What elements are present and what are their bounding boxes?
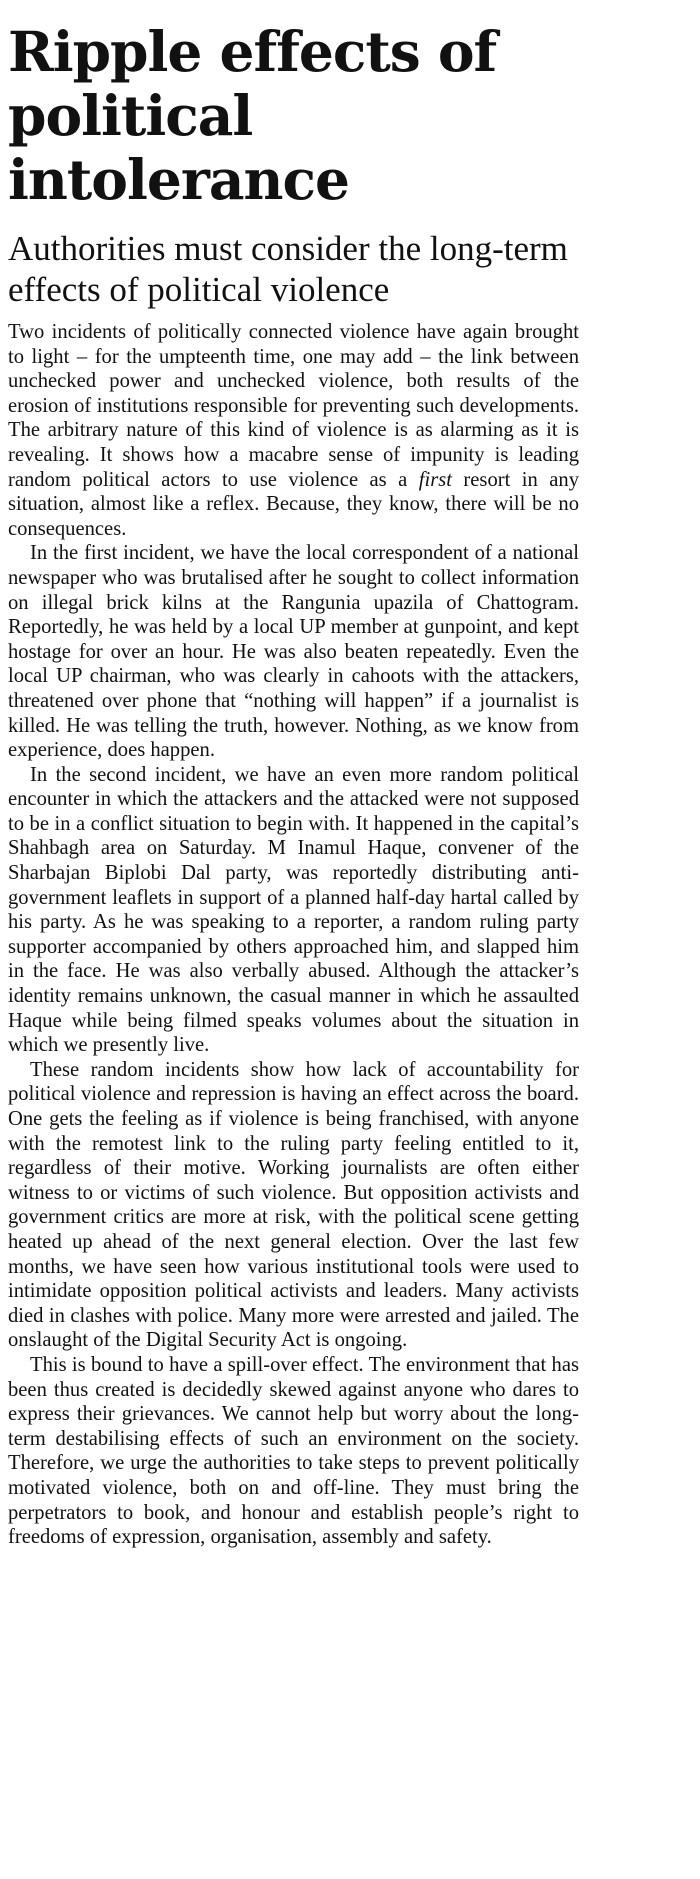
article-body [8, 320, 579, 1550]
paragraph-5: This is bound to have a spill-over effect. The environment that has been thus created is decidedly skewed against anyone who dares to express their grievances. We cannot help but worry about the long-term destabilising effects of such an environment on the society. Therefore, we urge the authorities to take steps to prevent politically motivated violence, both on and off-line. They must bring the perpetrators to book, and honour and establish people’s right to freedoms of expression, organisation, assembly and safety. [8, 1353, 579, 1549]
headline: Ripple effects of political intolerance [8, 19, 497, 212]
paragraph-3: In the second incident, we have an even more random political encounter in which the attackers and the attacked were not supposed to be in a conflict situation to begin with. It happened in the capital’s Shahbagh area on Saturday. M Inamul Haque, convener of the Sharbajan Biplobi Dal party, was reportedly distributing anti-government leaflets in support of a planned half-day hartal called by his party. As he was speaking to a reporter, a random ruling party supporter accompanied by others approached him, and slapped him in the face. He was also verbally abused. Although the attacker’s identity remains unknown, the casual manner in which he assaulted Haque while being filmed speaks volumes about the situation in which we presently live. [8, 763, 579, 1057]
paragraph-2: In the first incident, we have the local correspondent of a national newspaper who was brutalised after he sought to collect information on illegal brick kilns at the Rangunia upazila of Chattogram. Reportedly, he was held by a local UP member at gunpoint, and kept hostage for over an hour. He was also beaten repeatedly. Even the local UP chairman, who was clearly in cahoots with the attackers, threatened over phone that “nothing will happen” if a journalist is killed. He was telling the truth, however. Nothing, as we know from experience, does happen. [8, 542, 579, 762]
editorial-article [8, 20, 579, 1550]
paragraph-1-text-end: resort in any situation, almost like a reflex. Because, they know, there will be no consequences. [8, 468, 579, 540]
subheadline: Authorities must consider the long-term effects of political violence [8, 229, 568, 309]
paragraph-1 [8, 320, 579, 541]
paragraph-1-text-start: Two incidents of politically connected violence have again brought to light – for the umpteenth time, one may add – the link between unchecked power and unchecked violence, both results of the erosion of institutions responsible for preventing such developments. The arbitrary nature of this kind of violence is as alarming as it is revealing. It shows how a macabre sense of impunity is leading random political actors to use violence as a [8, 321, 579, 491]
emphasis-first: first [418, 468, 452, 491]
paragraph-4: These random incidents show how lack of accountability for political violence and repression is having an effect across the board. One gets the feeling as if violence is being franchised, with anyone with the remotest link to the ruling party feeling entitled to it, regardless of their motive. Working journalists are often either witness to or victims of such violence. But opposition activists and government critics are more at risk, with the political scene getting heated up ahead of the next general election. Over the last few months, we have seen how various institutional tools were used to intimidate opposition political activists and leaders. Many activists died in clashes with police. Many more were arrested and jailed. The onslaught of the Digital Security Act is ongoing. [8, 1058, 579, 1352]
